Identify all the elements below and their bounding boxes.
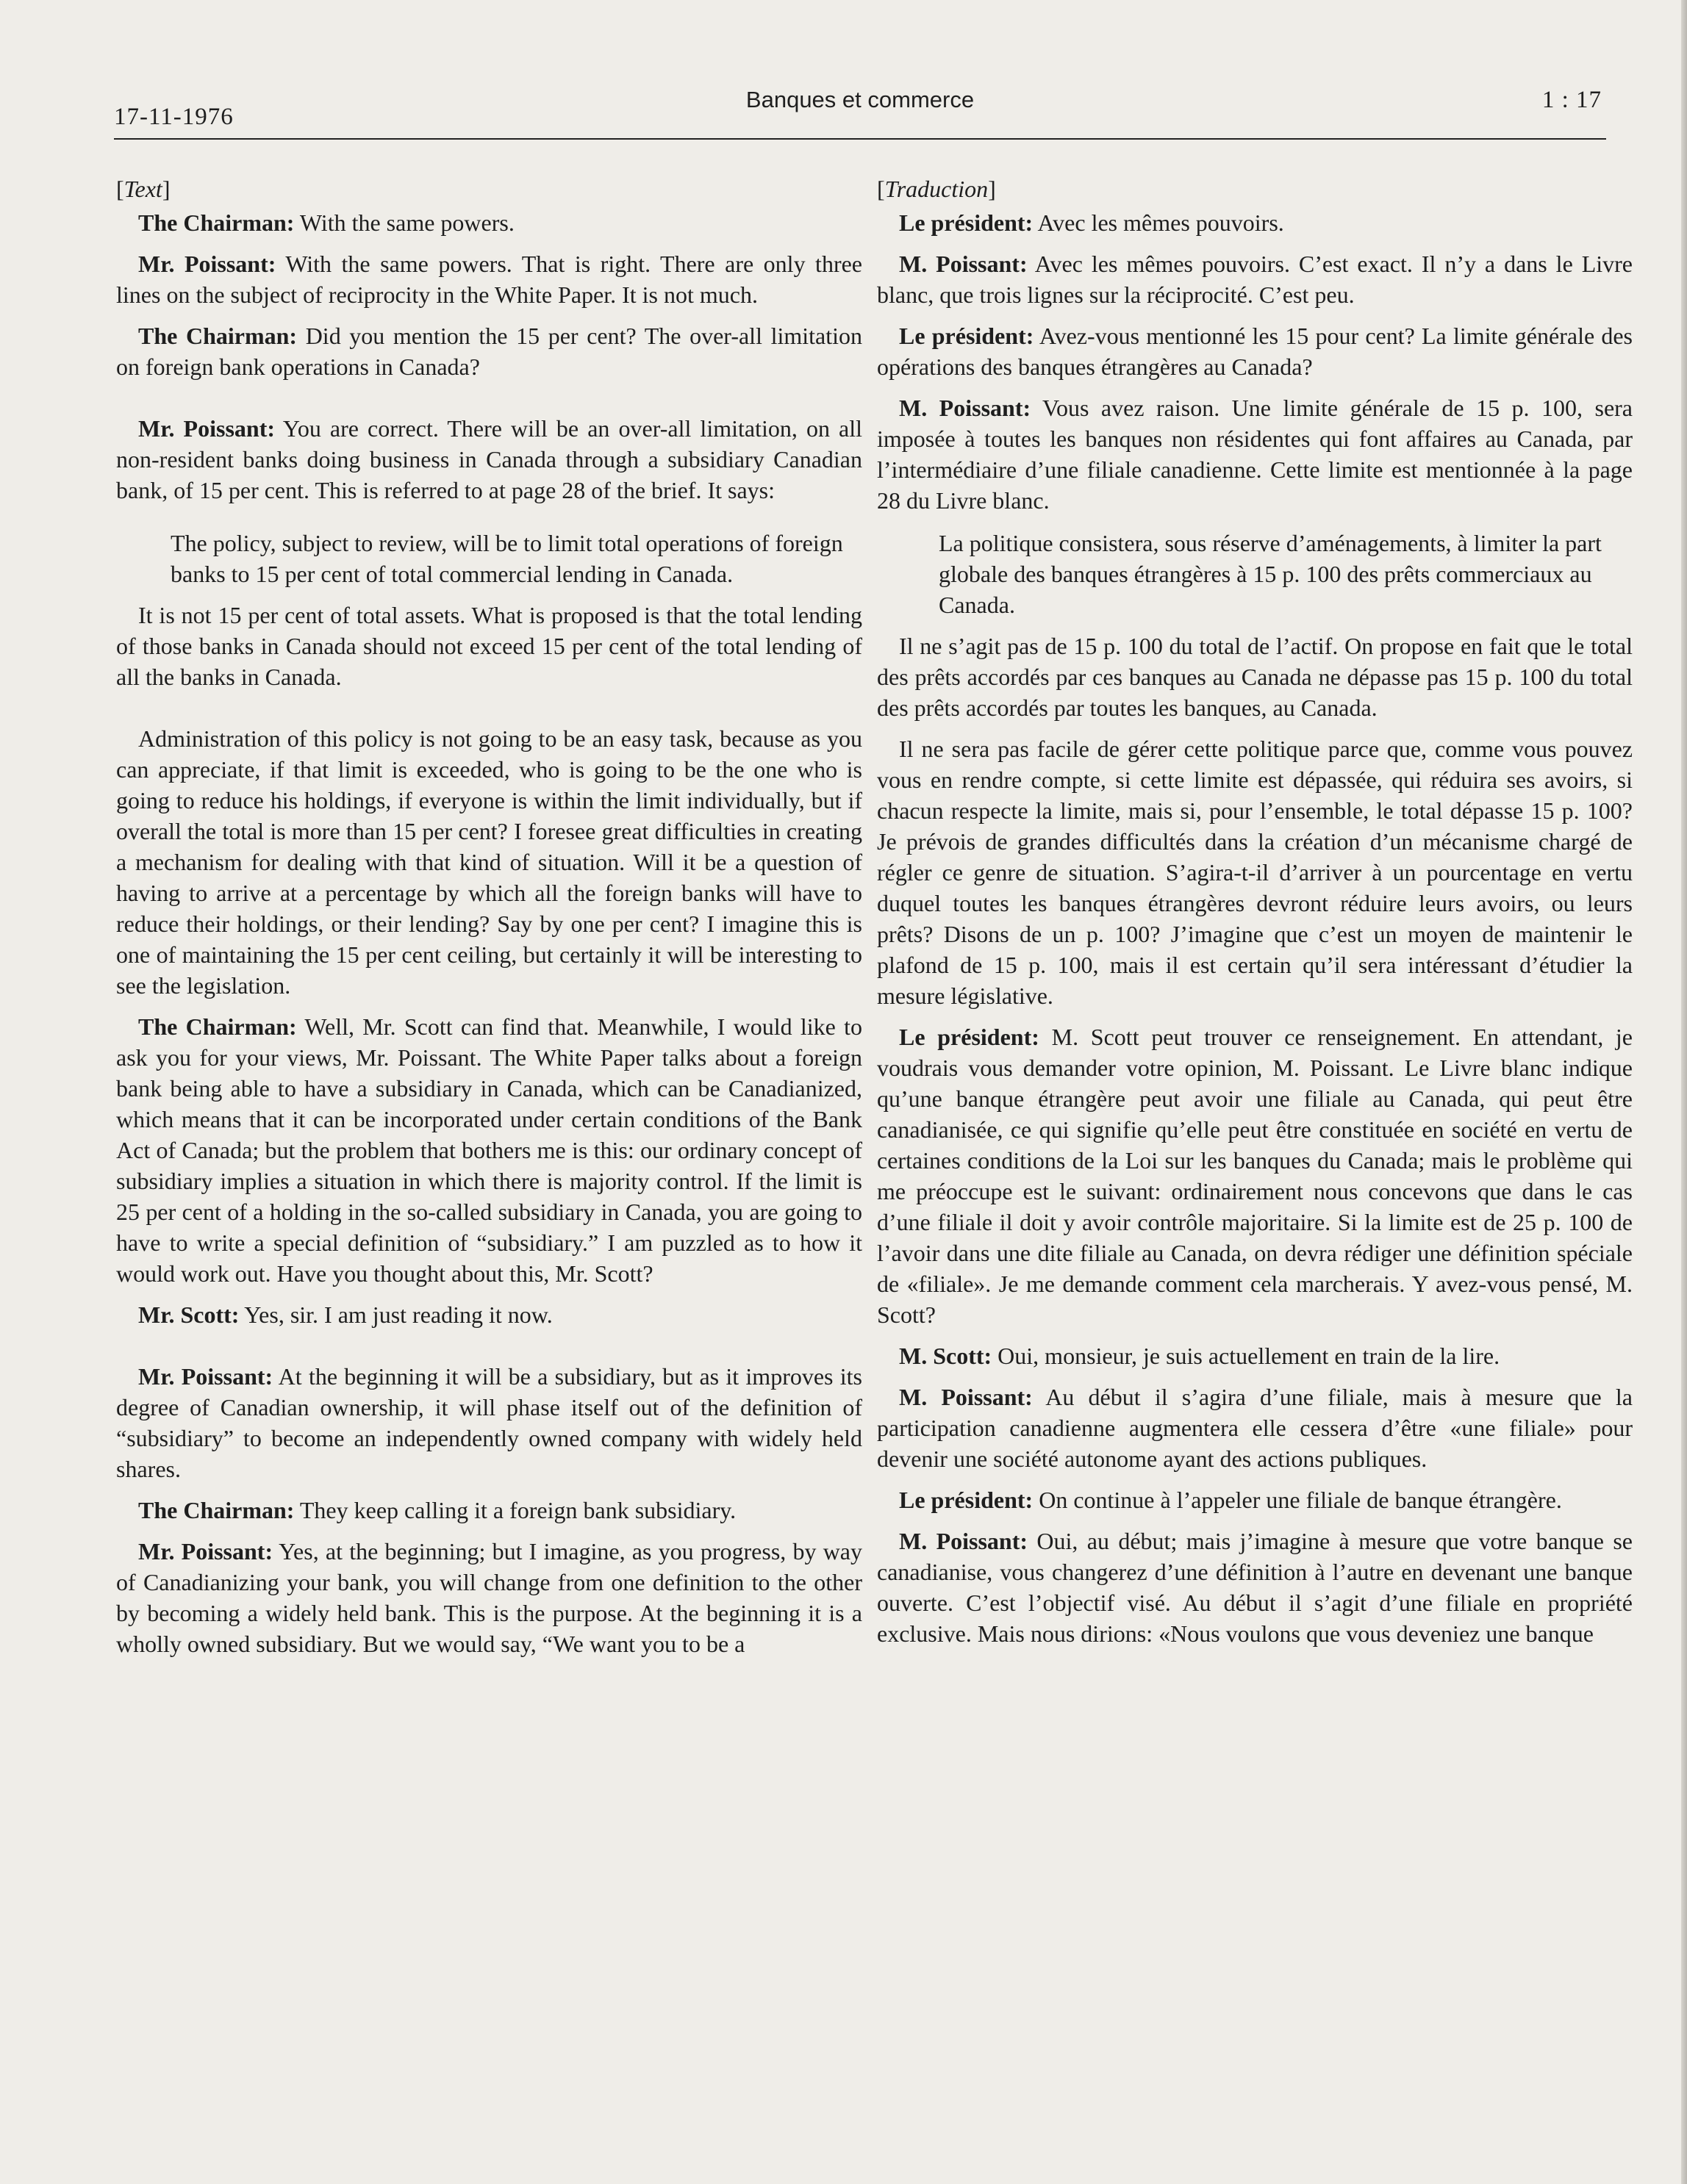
block-quote: The policy, subject to review, will be to limit total operations of foreign banks to 15 per cent of total commercial lending in Canada. xyxy=(171,530,843,587)
header-page-number: 1 : 17 xyxy=(1541,87,1602,113)
paragraph: It is not 15 per cent of total assets. What is proposed is that the total lending of those banks in Canada should not exceed 15 per cent of the total lending of all the banks in Canada. xyxy=(116,602,862,690)
paragraph: M. Scott: Oui, monsieur, je suis actuellement en train de la lire. xyxy=(899,1343,1500,1369)
speaker-name: M. Poissant: xyxy=(899,1384,1033,1410)
paragraph: Le président: M. Scott peut trouver ce renseignement. En attendant, je voudrais vous demander votre opinion, M. Poissant. Le Livre blanc indique qu’une banque étrangère peut avoir une filiale au Canada, qui peut être canadianisée, ce qui signifie qu’elle peut être constituée en société en vertu de certaines conditions de la Loi sur les banques du Canada; mais le problème qui me préoccupe est le suivant: ordinairement nous concevons que dans le cas d’une filiale il doit y avoir contrôle majoritaire. Si la limite est de 25 p. 100 de l’avoir dans une dite filiale au Canada, on devra rédiger une définition spéciale de «filiale». Je me demande comment cela marcherais. Y avez-vous pensé, M. Scott? xyxy=(877,1024,1633,1328)
speaker-name: M. Poissant: xyxy=(899,1528,1028,1554)
paragraph: Il ne sera pas facile de gérer cette politique parce que, comme vous pouvez vous en rendre compte, si cette limite est dépassée, qui réduira ses avoirs, si chacun respecte la limite, mais si, pour l’ensemble, le total dépasse 15 p. 100? Je prévois de grandes difficultés dans la création d’un mécanisme chargé de régler ce genre de situation. S’agira-t-il d’arriver à un pourcentage en vertu duquel toutes les banques étrangères devront réduire leurs avoirs, ou leurs prêts? Disons de un p. 100? J’imagine que c’est un moyen de maintenir le plafond de 15 p. 100, mais il est certain qu’il sera intéressant d’étudier la mesure législative. xyxy=(877,736,1633,1009)
paragraph: The Chairman: Well, Mr. Scott can find that. Meanwhile, I would like to ask you for your views, Mr. Poissant. The White Paper talks about a foreign bank being able to have a subsidiary in Canada, which can be Canadianized, which means that it can be incorporated under certain conditions of the Bank Act of Canada; but the problem that bothers me is this: our ordinary concept of subsidiary implies a situation in which there is majority control. If the limit is 25 per cent of a holding in the so-called subsidiary in Canada, you are going to have to write a special definition of “subsidiary.” I am puzzled as to how it would work out. Have you thought about this, Mr. Scott? xyxy=(116,1013,863,1287)
paragraph: Administration of this policy is not going to be an easy task, because as you can appreciate, if that limit is exceeded, who is going to be the one who is going to reduce his holdings, if everyone is within the limit individually, but if overall the total is more than 15 per cent? I foresee great difficulties in creating a mechanism for dealing with that kind of situation. Will it be a question of having to arrive at a percentage by which all the foreign banks will have to reduce their holdings, or their lending? Say by one per cent? I imagine this is one of maintaining the 15 per cent ceiling, but certainly it will be interesting to see the legislation. xyxy=(116,725,862,999)
paragraph: M. Poissant: Au début il s’agira d’une filiale, mais à mesure que la participation canadienne augmentera elle cessera d’être «une filiale» pour devenir une société autonome ayant des actions publiques. xyxy=(877,1384,1633,1472)
speaker-name: Mr. Poissant: xyxy=(138,415,276,442)
paragraph: Mr. Poissant: With the same powers. That is right. There are only three lines on the subject of reciprocity in the White Paper. It is not much. xyxy=(116,251,863,308)
block-quote: La politique consistera, sous réserve d’aménagements, à limiter la part globale des banques étrangères à 15 p. 100 des prêts commerciaux au Canada. xyxy=(939,530,1602,618)
page-edge-shadow xyxy=(1681,0,1687,2184)
speaker-name: The Chairman: xyxy=(138,323,298,349)
speaker-name: Le président: xyxy=(899,209,1034,236)
header-date: 17-11-1976 xyxy=(114,104,234,130)
speaker-name: Le président: xyxy=(899,1487,1034,1513)
speaker-name: Mr. Poissant: xyxy=(138,1538,273,1565)
speaker-name: Mr. Poissant: xyxy=(138,251,276,277)
column-tag: [Traduction] xyxy=(877,176,996,202)
paragraph: M. Poissant: Vous avez raison. Une limite générale de 15 p. 100, sera imposée à toutes les banques non résidentes qui font affaires au Canada, par l’intermédiaire d’une filiale canadienne. Cette limite est mentionnée à la page 28 du Livre blanc. xyxy=(877,395,1633,514)
header-title: Banques et commerce xyxy=(745,87,975,112)
speaker-name: M. Poissant: xyxy=(899,395,1031,421)
speaker-name: Mr. Poissant: xyxy=(138,1363,273,1390)
paragraph: Mr. Poissant: Yes, at the beginning; but I imagine, as you progress, by way of Canadianizing your bank, you will change from one definition to the other by becoming a widely held bank. This is the purpose. At the beginning it is a wholly owned subsidiary. But we would say, “We want you to be a xyxy=(116,1538,863,1657)
speaker-name: M. Poissant: xyxy=(899,251,1028,277)
speaker-name: Mr. Scott: xyxy=(138,1301,240,1328)
speaker-name: The Chairman: xyxy=(138,209,295,236)
paragraph: The Chairman: With the same powers. xyxy=(138,209,515,236)
paragraph: The Chairman: They keep calling it a foreign bank subsidiary. xyxy=(138,1497,737,1523)
column-tag: [Text] xyxy=(116,176,171,202)
paragraph: Il ne s’agit pas de 15 p. 100 du total de l’actif. On propose en fait que le total des prêts accordés par ces banques au Canada ne dépasse pas 15 p. 100 du total des prêts accordés par toutes les banques, au Canada. xyxy=(877,633,1633,721)
paragraph: Le président: On continue à l’appeler une filiale de banque étrangère. xyxy=(899,1487,1562,1513)
running-header xyxy=(114,87,1606,140)
speaker-name: M. Scott: xyxy=(899,1343,992,1369)
paragraph: Le président: Avec les mêmes pouvoirs. xyxy=(899,209,1284,236)
speaker-name: The Chairman: xyxy=(138,1497,295,1523)
paragraph: Mr. Poissant: You are correct. There will be an over-all limitation, on all non-resident banks doing business in Canada through a subsidiary Canadian bank, of 15 per cent. This is referred to at page 28 of the brief. It says: xyxy=(116,415,863,503)
paragraph: Mr. Poissant: At the beginning it will be a subsidiary, but as it improves its degree of Canadian ownership, it will phase itself out of the definition of “subsidiary” to become an independently owned company with widely held shares. xyxy=(116,1363,863,1482)
english-column xyxy=(116,173,862,1670)
paragraph: The Chairman: Did you mention the 15 per cent? The over-all limitation on foreign bank operations in Canada? xyxy=(116,323,863,380)
speaker-name: Le président: xyxy=(899,1024,1039,1050)
paragraph: Mr. Scott: Yes, sir. I am just reading it now. xyxy=(138,1301,553,1328)
speaker-name: Le président: xyxy=(899,323,1034,349)
paragraph: M. Poissant: Avec les mêmes pouvoirs. C’est exact. Il n’y a dans le Livre blanc, que trois lignes sur la réciprocité. C’est peu. xyxy=(877,251,1633,308)
speaker-name: The Chairman: xyxy=(138,1013,297,1040)
paragraph: M. Poissant: Oui, au début; mais j’imagine à mesure que votre banque se canadianise, vous changerez d’une définition à l’autre en devenant une banque ouverte. C’est l’objectif visé. Au début il s’agit d’une filiale en propriété exclusive. Mais nous dirions: «Nous voulons que vous deveniez une banque xyxy=(877,1528,1633,1647)
paragraph: Le président: Avez-vous mentionné les 15 pour cent? La limite générale des opérations des banques étrangères au Canada? xyxy=(877,323,1633,380)
french-column xyxy=(877,173,1633,1659)
